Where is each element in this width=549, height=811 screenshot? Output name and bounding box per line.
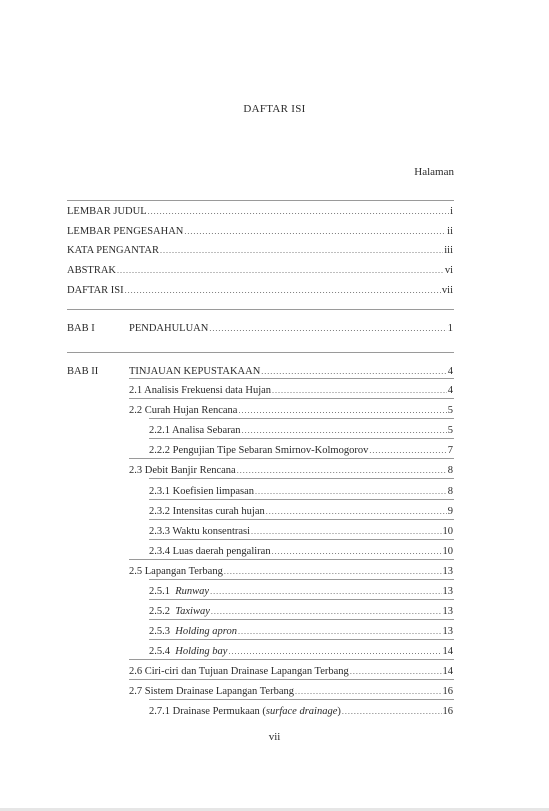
dot-leader [117, 264, 444, 278]
toc-entry[interactable] [129, 464, 453, 478]
toc-entry[interactable] [149, 545, 453, 559]
toc-entry-page: 14 [442, 646, 453, 657]
toc-entry-page: 9 [447, 506, 453, 517]
toc-entry[interactable] [129, 665, 453, 679]
dot-leader [209, 322, 446, 336]
toc-entry-page: iii [444, 245, 453, 256]
toc-entry-label: 2.7 Sistem Drainase Lapangan Terbang [129, 686, 294, 697]
toc-entry-page: ii [447, 226, 453, 237]
toc-entry-abstrak[interactable] [67, 264, 453, 278]
page-number: vii [268, 731, 281, 743]
separator-rule [149, 539, 454, 540]
dot-leader [369, 444, 446, 458]
toc-entry-lembar-judul[interactable] [67, 205, 453, 219]
separator-rule [149, 599, 454, 600]
toc-entry-tinjauan-kepustakaan[interactable] [129, 365, 453, 379]
toc-entry-label: 2.6 Ciri-ciri dan Tujuan Drainase Lapangan Terbang [129, 666, 349, 677]
toc-entry-label: 2.5 Lapangan Terbang [129, 566, 223, 577]
chapter-number: BAB II [67, 366, 99, 377]
toc-entry[interactable] [149, 525, 453, 539]
separator-rule [67, 352, 454, 353]
toc-entry-label [149, 605, 210, 619]
entry-number: 2.5.3 [149, 626, 170, 637]
toc-entry-page: 10 [442, 546, 453, 557]
toc-entry-page: 4 [447, 366, 453, 377]
toc-entry-label: PENDAHULUAN [129, 323, 209, 334]
toc-entry[interactable] [149, 605, 453, 619]
dot-leader [238, 625, 442, 639]
toc-entry-label: 2.3.4 Luas daerah pengaliran [149, 546, 271, 557]
separator-rule [149, 519, 454, 520]
toc-entry-label: LEMBAR JUDUL [67, 206, 147, 217]
entry-italic-title: Holding bay [175, 646, 228, 657]
separator-rule [149, 579, 454, 580]
dot-leader [266, 505, 447, 519]
separator-rule [149, 418, 454, 419]
toc-entry[interactable] [149, 585, 453, 599]
toc-entry[interactable] [129, 404, 453, 418]
toc-entry[interactable] [149, 705, 453, 719]
entry-label-prefix: 2.7.1 Drainase Permukaan ( [149, 706, 266, 717]
entry-italic-title: surface drainage [265, 706, 338, 717]
toc-entry-pendahuluan[interactable] [129, 322, 453, 336]
toc-entry-label: 2.3.3 Waktu konsentrasi [149, 526, 251, 537]
dot-leader [125, 284, 441, 298]
dot-leader [251, 525, 441, 539]
entry-italic-title: Holding apron [175, 626, 237, 637]
toc-entry-label: ABSTRAK [67, 265, 117, 276]
toc-entry-label [149, 625, 237, 639]
toc-entry-page: 8 [447, 486, 453, 497]
separator-rule [149, 699, 454, 700]
entry-number: 2.5.4 [149, 646, 170, 657]
toc-entry-label: 2.2.2 Pengujian Tipe Sebaran Smirnov-Kolmogorov [149, 445, 369, 456]
toc-entry-daftar-isi[interactable] [67, 284, 453, 298]
toc-entry[interactable] [129, 685, 453, 699]
toc-entry-page: 13 [442, 606, 453, 617]
toc-entry[interactable] [129, 565, 453, 579]
toc-entry[interactable] [129, 384, 453, 398]
dot-leader [224, 565, 442, 579]
entry-number: 2.5.1 [149, 586, 170, 597]
separator-rule [67, 200, 454, 201]
toc-entry[interactable] [149, 625, 453, 639]
dot-leader [237, 464, 447, 478]
separator-rule [129, 659, 454, 660]
entry-italic-title: Taxiway [175, 606, 210, 617]
toc-entry-page: vi [444, 265, 453, 276]
dot-leader [211, 605, 442, 619]
toc-entry-label: KATA PENGANTAR [67, 245, 159, 256]
toc-entry-page: vii [441, 285, 453, 296]
toc-entry-page: 13 [442, 626, 453, 637]
dot-leader [255, 485, 447, 499]
dot-leader [210, 585, 441, 599]
toc-entry-page: i [450, 206, 453, 217]
dot-leader [242, 424, 447, 438]
toc-entry-page: 5 [447, 425, 453, 436]
toc-entry[interactable] [149, 424, 453, 438]
separator-rule [149, 619, 454, 620]
entry-number: 2.5.2 [149, 606, 170, 617]
dot-leader [261, 365, 446, 379]
toc-entry[interactable] [149, 505, 453, 519]
toc-entry-label [149, 705, 341, 719]
toc-entry-page: 8 [447, 465, 453, 476]
entry-italic-title: Runway [175, 586, 210, 597]
toc-entry-label: 2.3.2 Intensitas curah hujan [149, 506, 265, 517]
toc-entry-kata-pengantar[interactable] [67, 244, 453, 258]
dot-leader [184, 225, 446, 239]
toc-entry-label: LEMBAR PENGESAHAN [67, 226, 184, 237]
toc-entry-label: 2.2 Curah Hujan Rencana [129, 405, 238, 416]
dot-leader [272, 384, 447, 398]
separator-rule [129, 398, 454, 399]
dot-leader [228, 645, 441, 659]
toc-entry-label: DAFTAR ISI [67, 285, 124, 296]
halaman-label: Halaman [414, 166, 454, 178]
dot-leader [295, 685, 442, 699]
separator-rule [129, 679, 454, 680]
separator-rule [149, 438, 454, 439]
toc-entry-page: 16 [442, 706, 453, 717]
separator-rule [129, 378, 454, 379]
toc-entry-page: 7 [447, 445, 453, 456]
toc-entry-page: 16 [442, 686, 453, 697]
toc-entry-page: 13 [442, 566, 453, 577]
toc-entry-label: 2.1 Analisis Frekuensi data Hujan [129, 385, 272, 396]
separator-rule [149, 499, 454, 500]
toc-entry-label: 2.3 Debit Banjir Rencana [129, 465, 236, 476]
toc-entry-label [149, 585, 209, 599]
toc-entry-lembar-pengesahan[interactable] [67, 225, 453, 239]
page-title: DAFTAR ISI [243, 103, 306, 115]
toc-entry[interactable] [149, 645, 453, 659]
dot-leader [350, 665, 442, 679]
separator-rule [129, 458, 454, 459]
toc-entry[interactable] [149, 485, 453, 499]
dot-leader [238, 404, 446, 418]
chapter-number: BAB I [67, 323, 95, 334]
toc-entry[interactable] [149, 444, 453, 458]
toc-entry-page: 5 [447, 405, 453, 416]
dot-leader [272, 545, 442, 559]
toc-entry-label: 2.3.1 Koefisien limpasan [149, 486, 254, 497]
toc-entry-page: 1 [447, 323, 453, 334]
toc-entry-label [149, 645, 227, 659]
toc-entry-page: 13 [442, 586, 453, 597]
separator-rule [149, 478, 454, 479]
toc-entry-page: 14 [442, 666, 453, 677]
toc-entry-page: 4 [447, 385, 453, 396]
separator-rule [67, 309, 454, 310]
dot-leader [160, 244, 443, 258]
dot-leader [148, 205, 449, 219]
toc-entry-label: TINJAUAN KEPUSTAKAAN [129, 366, 261, 377]
separator-rule [149, 639, 454, 640]
entry-label-suffix: ) [337, 706, 341, 717]
toc-entry-page: 10 [442, 526, 453, 537]
toc-entry-label: 2.2.1 Analisa Sebaran [149, 425, 241, 436]
separator-rule [129, 559, 454, 560]
dot-leader [342, 705, 442, 719]
